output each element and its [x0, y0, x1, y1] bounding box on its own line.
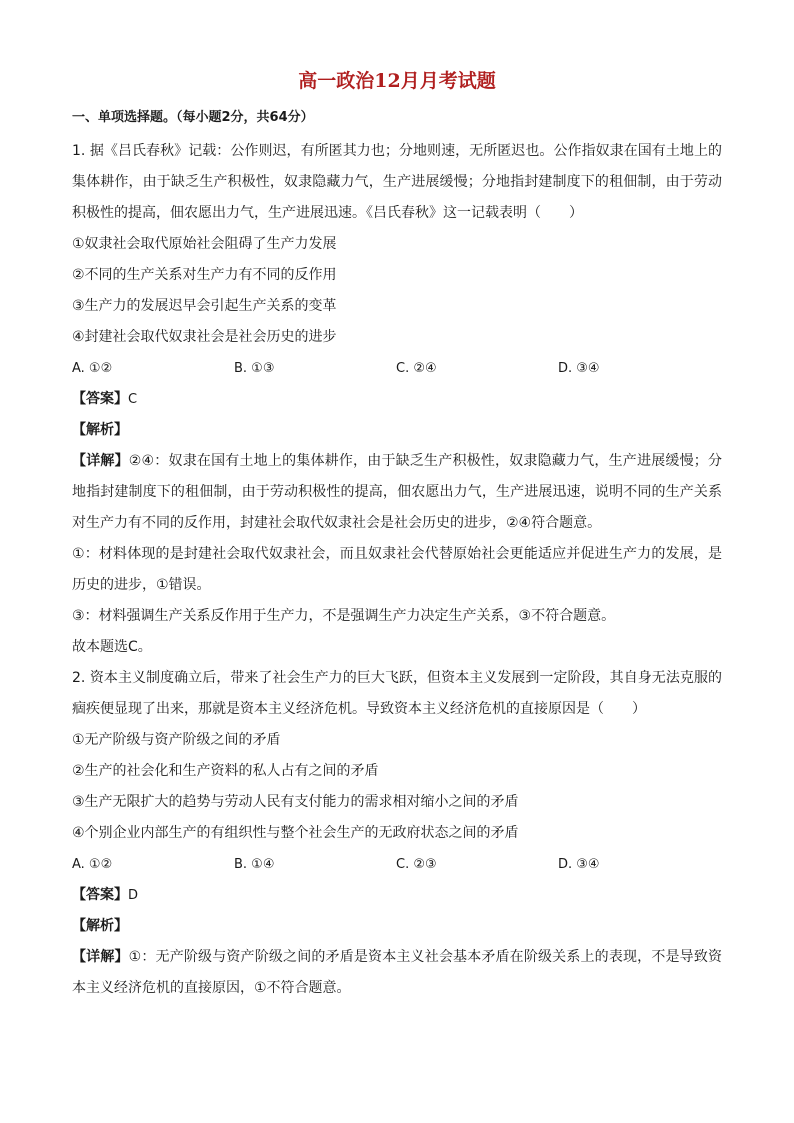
- question-2-item-3: ③生产无限扩大的趋势与劳动人民有支付能力的需求相对缩小之间的矛盾: [72, 794, 519, 810]
- question-2-options: [72, 849, 722, 880]
- section-heading: 一、单项选择题。（每小题2分，共64分）: [72, 110, 314, 125]
- question-2-analysis: [72, 911, 722, 942]
- analysis-tag: 【解析】: [72, 422, 128, 438]
- question-2-item-4: ④个别企业内部生产的有组织性与整个社会生产的无政府状态之间的矛盾: [72, 825, 519, 841]
- answer-tag: 【答案】: [72, 391, 128, 407]
- question-2-stem: 2. 资本主义制度确立后，带来了社会生产力的巨大飞跃，但资本主义发展到一定阶段，其自身无法克服的痼疾便显现了出来，那就是资本主义经济危机。导致资本主义经济危机的直接原因是（ ）: [72, 670, 722, 717]
- question-1-item-2: ②不同的生产关系对生产力有不同的反作用: [72, 267, 337, 283]
- question-1-detail-2: ①：材料体现的是封建社会取代奴隶社会，而且奴隶社会代替原始社会更能适应并促进生产力的发展，是历史的进步，①错误。: [72, 546, 722, 593]
- detail-tag: 【详解】: [72, 453, 129, 469]
- question-1-detail-1: [72, 446, 722, 539]
- question-2-answer: [72, 880, 722, 911]
- question-1-item-1: ①奴隶社会取代原始社会阻碍了生产力发展: [72, 236, 337, 252]
- analysis-tag: 【解析】: [72, 918, 128, 934]
- question-2-option-a: A. ①②: [72, 857, 113, 872]
- question-1-answer: [72, 384, 722, 415]
- question-2-item-1: ①无产阶级与资产阶级之间的矛盾: [72, 732, 281, 748]
- answer-value: C: [128, 392, 138, 407]
- question-1-detail-3: ③：材料强调生产关系反作用于生产力，不是强调生产力决定生产关系，③不符合题意。: [72, 608, 616, 624]
- detail-text: ②④：奴隶在国有土地上的集体耕作，由于缺乏生产积极性，奴隶隐藏力气，生产进展缓慢；分地指封建制度下的租佃制，由于劳动积极性的提高，佃农愿出力气，生产进展迅速，说明不同的生产关系对生产力有不同的反作用，封建社会取代奴隶社会是社会历史的进步，②④符合题意。: [72, 453, 722, 531]
- question-1-option-b: B. ①③: [234, 361, 275, 376]
- question-2: [72, 663, 722, 1004]
- question-1-item-4: ④封建社会取代奴隶社会是社会历史的进步: [72, 329, 337, 345]
- question-1-item-3: ③生产力的发展迟早会引起生产关系的变革: [72, 298, 337, 314]
- question-1-option-a: A. ①②: [72, 361, 113, 376]
- question-1-options: [72, 353, 722, 384]
- detail-text: ①：无产阶级与资产阶级之间的矛盾是资本主义社会基本矛盾在阶级关系上的表现，不是导致资本主义经济危机的直接原因，①不符合题意。: [72, 949, 722, 996]
- question-2-option-c: C. ②③: [396, 857, 437, 872]
- question-1-option-d: D. ③④: [558, 361, 600, 376]
- question-1-stem: 1. 据《吕氏春秋》记载：公作则迟，有所匿其力也；分地则速，无所匿迟也。公作指奴隶在国有土地上的集体耕作，由于缺乏生产积极性，奴隶隐藏力气，生产进展缓慢；分地指封建制度下的租佃制，由于劳动积极性的提高，佃农愿出力气，生产进展迅速。《吕氏春秋》这一记载表明（ ）: [72, 143, 722, 221]
- page-title: 高一政治12月月考试题: [298, 70, 496, 92]
- answer-tag: 【答案】: [72, 887, 128, 903]
- answer-value: D: [128, 888, 139, 903]
- question-1-conclusion: 故本题选C。: [72, 639, 152, 655]
- question-2-option-b: B. ①④: [234, 857, 275, 872]
- question-2-item-2: ②生产的社会化和生产资料的私人占有之间的矛盾: [72, 763, 379, 779]
- question-1: [72, 136, 722, 663]
- question-1-analysis: [72, 415, 722, 446]
- question-2-option-d: D. ③④: [558, 857, 600, 872]
- question-2-detail-1: [72, 942, 722, 1004]
- question-1-option-c: C. ②④: [396, 361, 437, 376]
- detail-tag: 【详解】: [72, 949, 129, 965]
